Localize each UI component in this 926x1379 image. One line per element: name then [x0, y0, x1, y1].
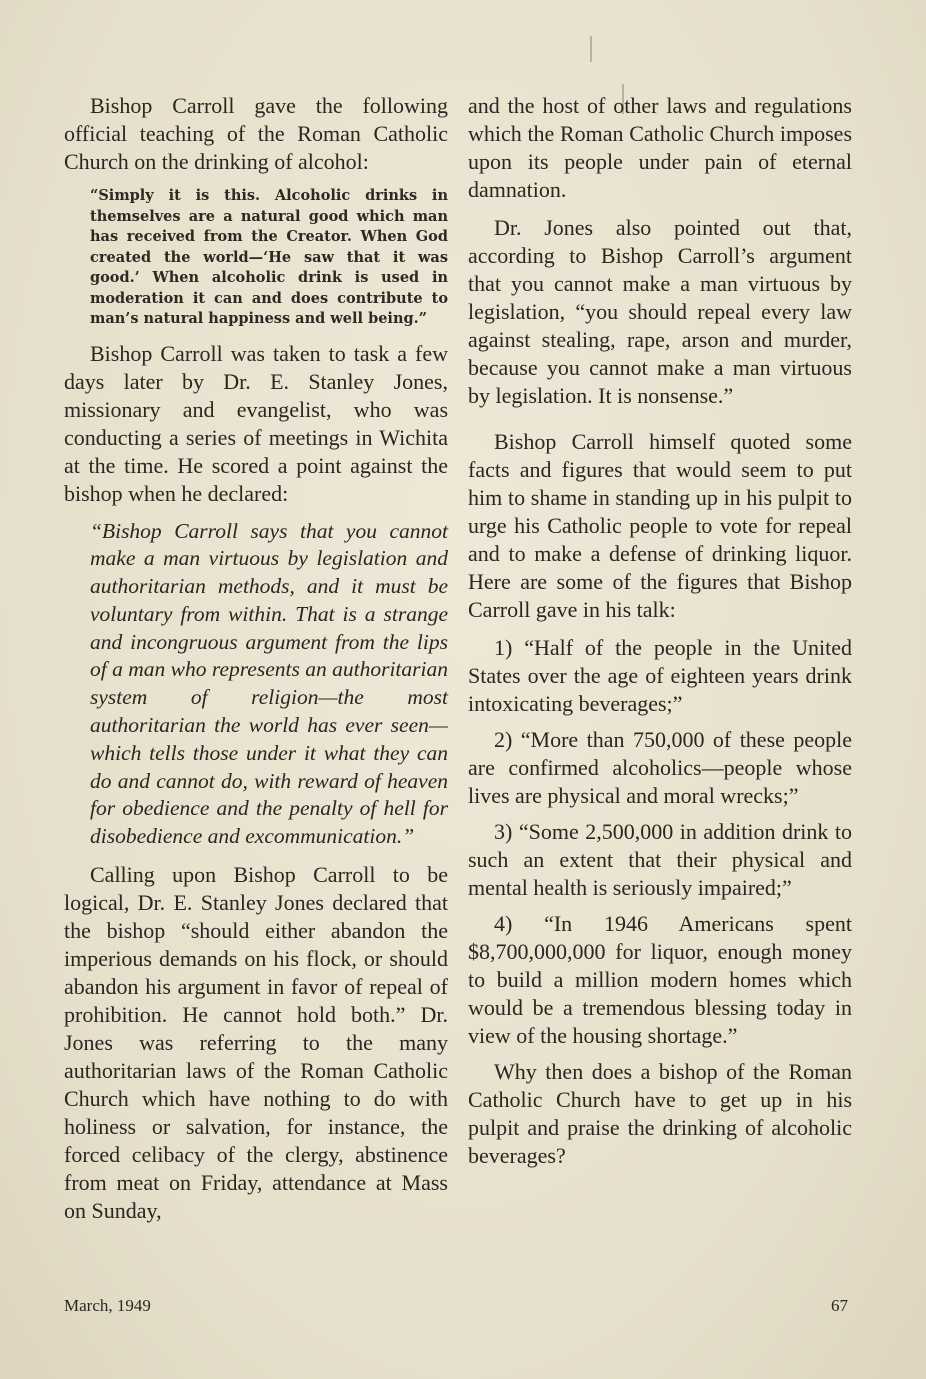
closing-paragraph: Why then does a bishop of the Roman Catholic Church have to get up in his pulpit and praise the drinking of alcoholic beverages? [468, 1059, 852, 1168]
paper-blemish [590, 36, 592, 62]
left-column [64, 92, 448, 1225]
bishop-quote-bold: “Simply it is this. Alcoholic drinks in themselves are a natural good which man has received from the Creator. When God created the world—‘He saw that it was good.’ When alcoholic drink is used in moderation it can and does contribute to man’s natural happiness and well being.” [90, 187, 448, 327]
figure-item-2: 2) “More than 750,000 of these people are confirmed alcoholics—people whose lives are physical and moral wrecks;” [468, 727, 852, 808]
figure-item-3: 3) “Some 2,500,000 in addition drink to such an extent that their physical and mental health is seriously impaired;” [468, 819, 852, 900]
figure-item-4: 4) “In 1946 Americans spent $8,700,000,000 for liquor, enough money to build a million modern homes which would be a tremendous blessing today in view of the housing shortage.” [468, 911, 852, 1048]
logic-paragraph: Calling upon Bishop Carroll to be logical, Dr. E. Stanley Jones declared that the bishop “should either abandon the imperious demands on his flock, or should abandon his argument in favor of repeal of prohibition. He cannot hold both.” Dr. Jones was referring to the many authoritarian laws of the Roman Catholic Church which have nothing to do with holiness or salvation, for instance, the forced celibacy of the clergy, abstinence from meat on Friday, attendance at Mass on Sunday, [64, 862, 448, 1224]
issue-date: March, 1949 [64, 1296, 151, 1315]
intro-paragraph: Bishop Carroll gave the following official teaching of the Roman Catholic Church on the drinking of alcohol: [64, 93, 448, 174]
continued-paragraph: and the host of other laws and regulations which the Roman Catholic Church imposes upon its people under pain of eternal damnation. [468, 93, 852, 202]
legislation-paragraph: Dr. Jones also pointed out that, according to Bishop Carroll’s argument that you cannot make a man virtuous by legislation, “you should repeal every law against stealing, rape, arson and murder, because you cannot make a man virtuous by legislation. It is nonsense.” [468, 215, 852, 408]
figures-intro-paragraph: Bishop Carroll himself quoted some facts and figures that would seem to put him to shame in standing up in his pulpit to urge his Catholic people to vote for repeal and to make a defense of drinking liquor. Here are some of the figures that Bishop Carroll gave in his talk: [468, 429, 852, 622]
jones-intro-paragraph: Bishop Carroll was taken to task a few days later by Dr. E. Stanley Jones, missionary and evangelist, who was conducting a series of meetings in Wichita at the time. He scored a point against the bishop when he declared: [64, 340, 448, 506]
right-column [468, 92, 852, 1170]
figure-item-1: 1) “Half of the people in the United States over the age of eighteen years drink intoxicating beverages;” [468, 635, 852, 716]
jones-quote-italic: “Bishop Carroll says that you cannot make a man virtuous by legislation and authoritarian methods, and it must be voluntary from within. That is a strange and incongruous argument from the lips of a man who represents an authoritarian system of religion—the most authoritarian the world has ever seen—which tells those under it what they can do and cannot do, with reward of heaven for obedience and the penalty of hell for disobedience and excommunication.” [90, 518, 448, 849]
page-number: 67 [831, 1296, 848, 1315]
